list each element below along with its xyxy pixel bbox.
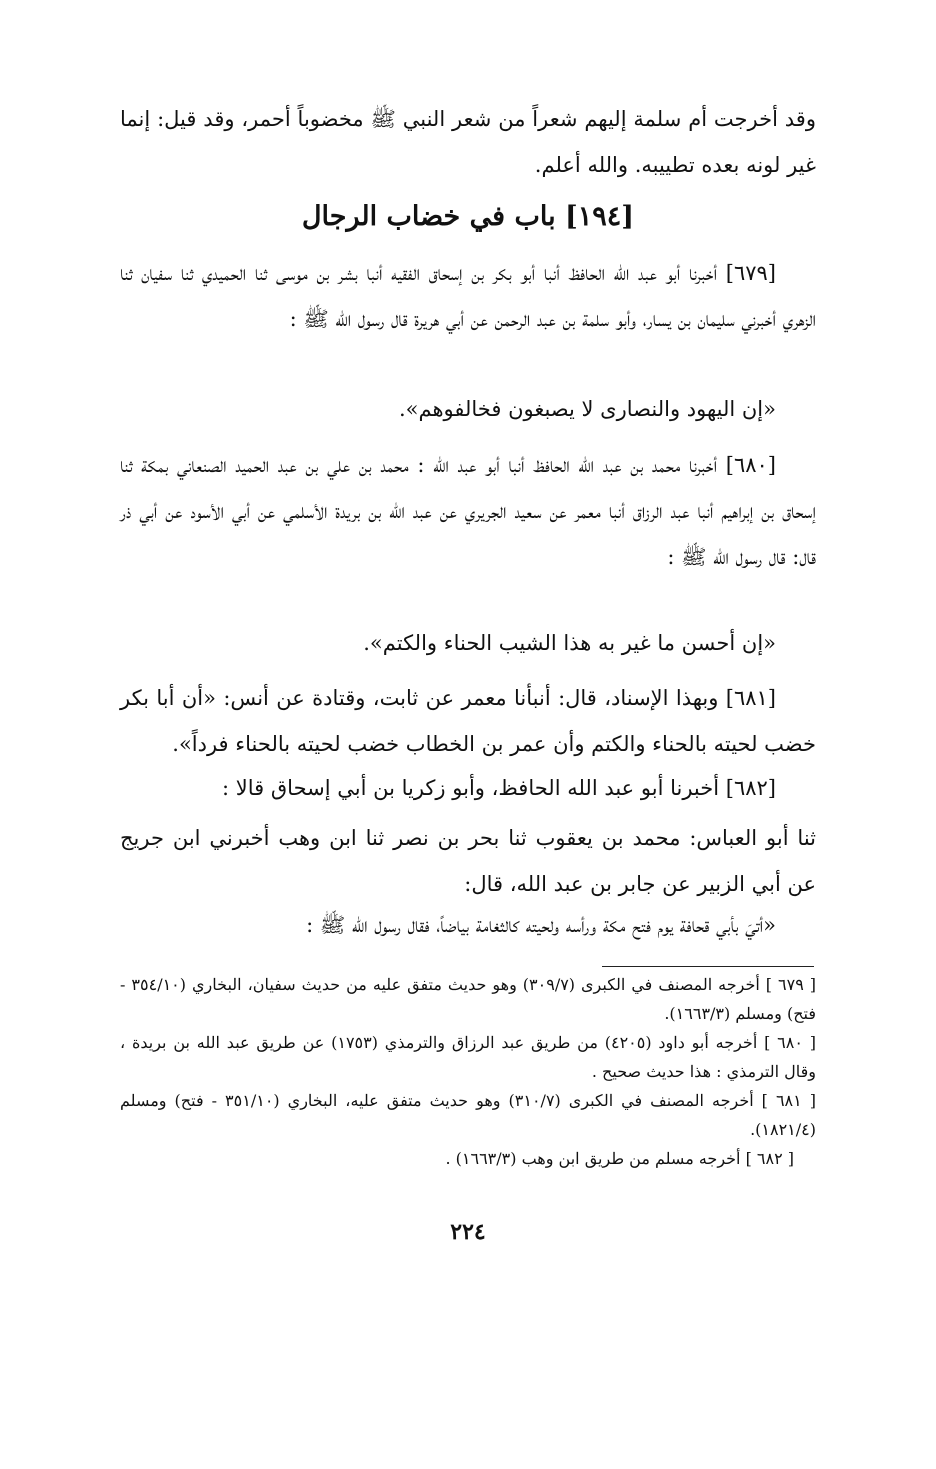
footnote-separator [602, 966, 814, 967]
intro-paragraph: وقد أخرجت أم سلمة إليهم شعراً من شعر النبي ﷺ مخضوباً أحمر، وقد قيل: إنما غير لونه بعده تطييبه. والله أعلم. [120, 107, 816, 177]
footnote-679: [ ٦٧٩ ] أخرجه المصنف في الكبرى (٣٠٩/٧) وهو حديث متفق عليه من حديث سفيان، البخاري (٣٥٤/١٠ - فتح) ومسلم (١٦٦٣/٣). [120, 975, 817, 1023]
hadith-681-paragraph: [٦٨١] وبهذا الإسناد، قال: أنبأنا معمر عن ثابت، وقتادة عن أنس: «أن أبا بكر خضب لحيته بالحناء والكتم وأن عمر بن الخطاب خضب لحيته بالحناء فرداً». [120, 686, 816, 756]
footnotes-section [120, 970, 816, 1173]
hadith-682-paragraph: [٦٨٢] أخبرنا أبو عبد الله الحافظ، وأبو زكريا بن أبي إسحاق قالا : [222, 776, 776, 800]
page-number: ٢٢٤ [450, 1219, 486, 1245]
hadith-679-quote: «إن اليهود والنصارى لا يصبغون فخالفوهم». [398, 397, 776, 421]
footnote-680: [ ٦٨٠ ] أخرجه أبو داود (٤٢٠٥) من طريق عبد الرزاق والترمذي (١٧٥٣) عن طريق عبد الله بن بريدة ، وقال الترمذي : هذا حديث صحيح . [120, 1033, 817, 1081]
hadith-680-quote: «إن أحسن ما غير به هذا الشيب الحناء والكتم». [363, 631, 776, 655]
footnote-681: [ ٦٨١ ] أخرجه المصنف في الكبرى (٣١٠/٧) وهو حديث متفق عليه، البخاري (٣٥١/١٠ - فتح) ومسلم (١٨٢١/٤). [120, 1091, 816, 1139]
chapter-heading: [١٩٤] باب في خضاب الرجال [301, 201, 635, 232]
hadith-680-paragraph: [٦٨٠] أخبرنا محمد بن عبد الله الحافظ أنبا أبو عبد الله : محمد بن علي بن عبد الحميد الصنعاني بمكة ثنا إسحاق بن إبراهيم أنبا عبد الرزاق أنبا معمر عن سعيد الجريري عن عبد الله بن بريدة الأسلمي عن أبي الأسود عن أبي ذر قال: قال رسول الله ﷺ : [120, 453, 816, 569]
hadith-679-paragraph: [٦٧٩] أخبرنا أبو عبد الله الحافظ أنبا أبو بكر بن إسحاق الفقيه أنبا بشر بن موسى ثنا الحميدي ثنا سفيان ثنا الزهري أخبرني سليمان بن يسار، وأبو سلمة بن عبد الرحمن عن أبي هريرة قال رسول الله ﷺ : [120, 261, 816, 331]
hadith-682-continuation: ثنا أبو العباس: محمد بن يعقوب ثنا بحر بن نصر ثنا ابن وهب أخبرني ابن جريج عن أبي الزبير عن جابر بن عبد الله، قال: [120, 826, 816, 896]
footnote-682: [ ٦٨٢ ] أخرجه مسلم من طريق ابن وهب (١٦٦٣/٣) . [445, 1149, 794, 1168]
hadith-682-quote: «أتيَ بأبي قحافة يوم فتح مكة ورأسه ولحيته كالثغامة بياضاً، فقال رسول الله ﷺ : [306, 913, 776, 937]
